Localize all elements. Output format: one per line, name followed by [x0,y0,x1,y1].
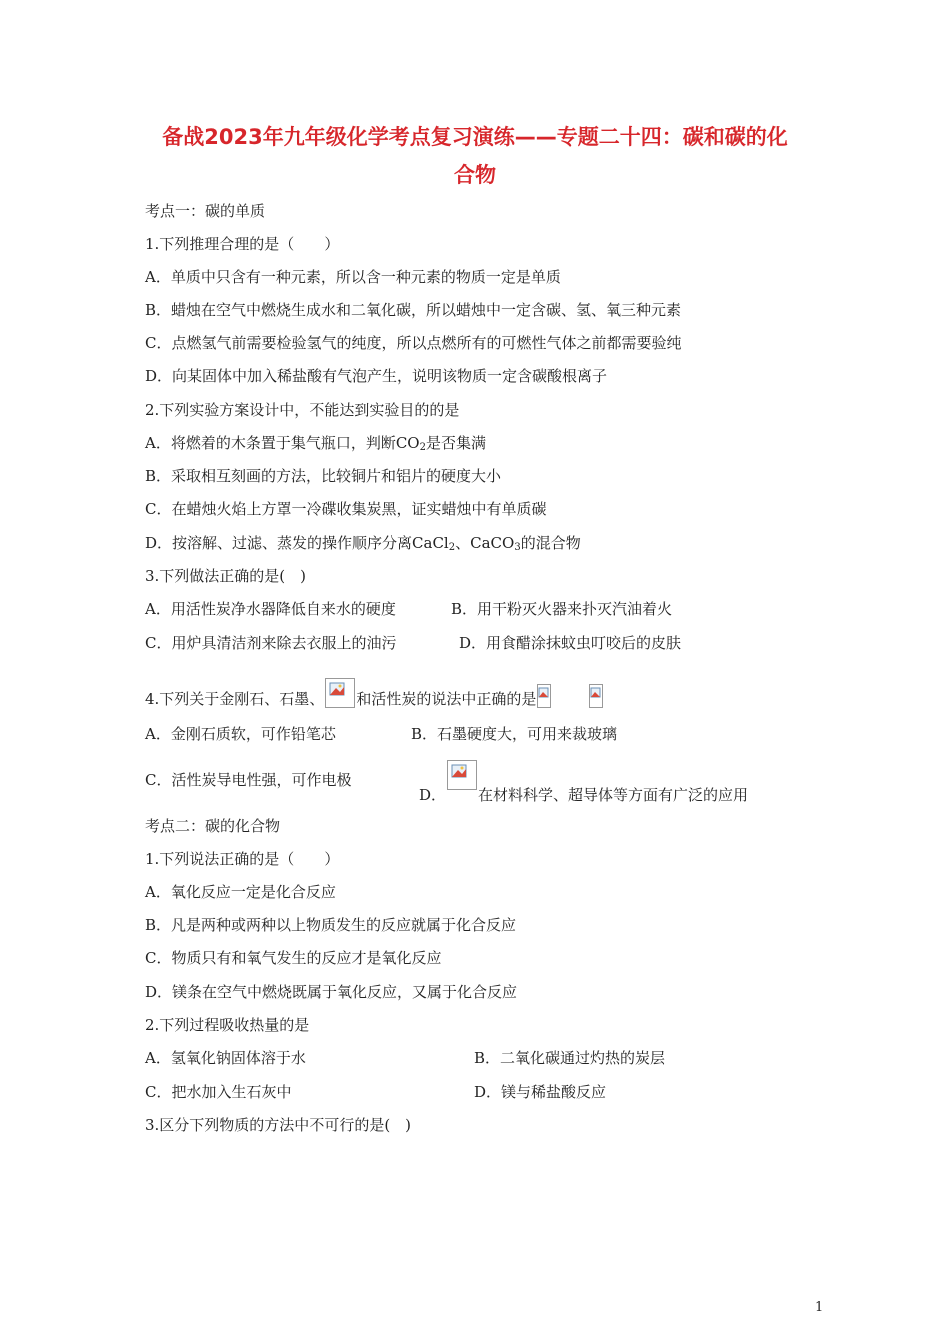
broken-image-icon [589,684,603,708]
document-title-line2: 合物 [454,163,496,187]
s2-q1-option-b: B．凡是两种或两种以上物质发生的反应就属于化合反应 [145,916,517,934]
s1-q1-stem: 1.下列推理合理的是（ ） [145,235,340,253]
s1-q2-d-post: 的混合物 [520,534,581,552]
s2-q2-option-d: D．镁与稀盐酸反应 [474,1083,607,1101]
s2-q1-stem: 1.下列说法正确的是（ ） [145,850,340,868]
s2-q2-option-a: A．氢氧化钠固体溶于水 [145,1049,306,1067]
s1-q2-option-d [145,533,581,558]
s1-q2-stem: 2.下列实验方案设计中，不能达到实验目的的是 [145,401,460,419]
s1-q4-option-c: C．活性炭导电性强，可作电极 [145,771,352,789]
s1-q4-option-b: B．石墨硬度大，可用来裁玻璃 [411,725,618,743]
s1-q3-option-b: B．用干粉灭火器来扑灭汽油着火 [451,600,673,618]
s1-q4-d-pre: D． [419,786,447,804]
s1-q1-option-a: A．单质中只含有一种元素，所以含一种元素的物质一定是单质 [145,268,561,286]
s1-q1-option-d: D．向某固体中加入稀盐酸有气泡产生，说明该物质一定含碳酸根离子 [145,367,608,385]
s2-q1-option-d: D．镁条在空气中燃烧既属于氧化反应，又属于化合反应 [145,983,518,1001]
s1-q4-d-post: 在材料科学、超导体等方面有广泛的应用 [478,786,749,804]
s1-q4-stem [145,678,604,709]
s1-q2-a-post: 是否集满 [425,434,486,452]
s1-q2-a-sub: 2 [419,442,426,453]
s1-q3-option-d: D．用食醋涂抹蚊虫叮咬后的皮肤 [459,634,682,652]
section2-heading: 考点二：碳的化合物 [145,817,281,835]
s2-q2-option-b: B．二氧化碳通过灼热的炭层 [474,1049,666,1067]
s1-q2-d-sub1: 2 [448,542,456,553]
s1-q2-a-text: A．将燃着的木条置于集气瓶口，判断CO [145,434,420,452]
s1-q3-option-c: C．用炉具清洁剂来除去衣服上的油污 [145,634,397,652]
page-number: 1 [815,1300,824,1315]
document-title-line1: 备战2023年九年级化学考点复习演练——专题二十四：碳和碳的化 [162,125,788,149]
s1-q2-d-text: D．按溶解、过滤、蒸发的操作顺序分离CaCl [145,534,449,552]
s1-q1-option-b: B．蜡烛在空气中燃烧生成水和二氧化碳，所以蜡烛中一定含碳、氢、氧三种元素 [145,301,682,319]
s1-q4-stem-post: 和活性炭的说法中正确的是 [356,690,537,708]
s1-q2-d-mid: 、CaCO [455,534,515,552]
s2-q1-option-c: C．物质只有和氧气发生的反应才是氧化反应 [145,949,442,967]
broken-image-icon [447,760,477,790]
s2-q3-stem: 3.区分下列物质的方法中不可行的是( ) [145,1116,412,1134]
s1-q2-option-a [145,433,486,458]
s1-q4-option-a: A．金刚石质软，可作铅笔芯 [145,725,336,743]
s2-q2-option-c: C．把水加入生石灰中 [145,1083,292,1101]
s1-q3-stem: 3.下列做法正确的是( ) [145,567,307,585]
s1-q2-option-c: C．在蜡烛火焰上方罩一冷碟收集炭黑，证实蜡烛中有单质碳 [145,500,547,518]
s1-q4-option-d [419,760,749,804]
broken-image-icon [325,678,355,708]
s2-q2-stem: 2.下列过程吸收热量的是 [145,1016,310,1034]
s2-q1-option-a: A．氧化反应一定是化合反应 [145,883,336,901]
broken-image-icon [537,684,551,708]
s1-q2-option-b: B．采取相互刻画的方法，比较铜片和铝片的硬度大小 [145,467,502,485]
s1-q2-d-sub2: 3 [514,542,521,553]
s1-q1-option-c: C．点燃氢气前需要检验氢气的纯度，所以点燃所有的可燃性气体之前都需要验纯 [145,334,682,352]
s1-q4-stem-pre: 4.下列关于金刚石、石墨、 [145,690,325,708]
s1-q3-option-a: A．用活性炭净水器降低自来水的硬度 [145,600,396,618]
section1-heading: 考点一：碳的单质 [145,202,266,220]
